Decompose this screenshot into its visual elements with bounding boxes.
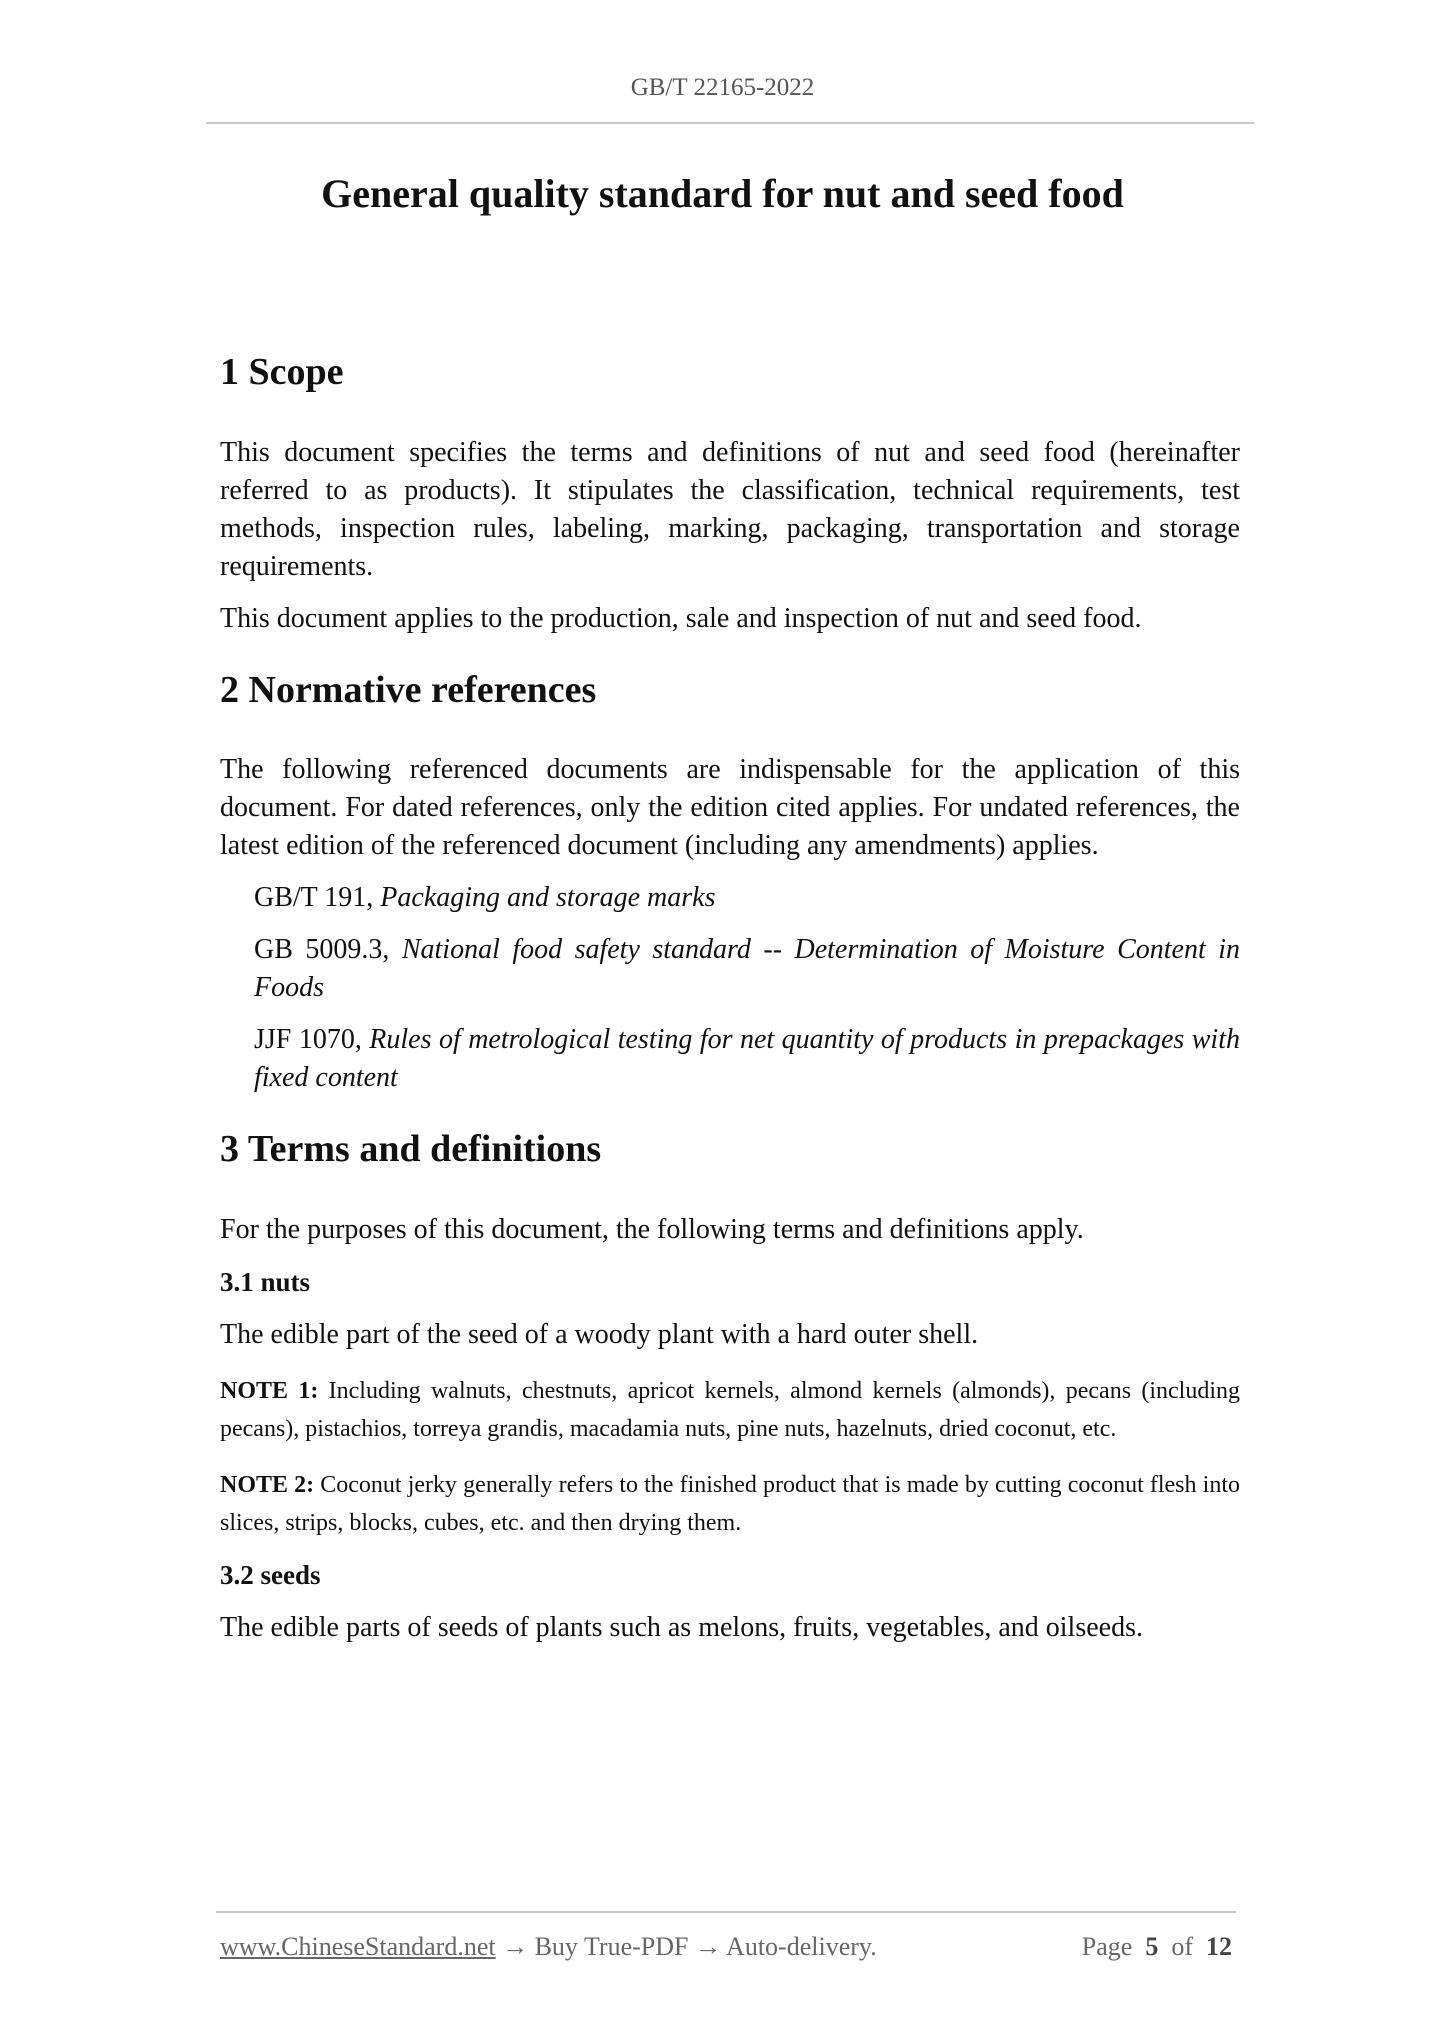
note-text: Including walnuts, chestnuts, apricot kernels, almond kernels (almonds), pecans (including pecans), pistachios, torreya grandis, macadamia nuts, pine nuts, hazelnuts, dried coconut, etc. — [220, 1377, 1241, 1442]
website-link[interactable]: www.ChineseStandard.net — [220, 1932, 496, 1961]
note-text: Coconut jerky generally refers to the finished product that is made by cutting coconut flesh into slices, strips, blocks, cubes, etc. and then drying them. — [220, 1471, 1240, 1536]
term-definition-nuts: The edible part of the seed of a woody plant with a hard outer shell. — [220, 1318, 979, 1350]
footer-promo-text: → Buy True-PDF → Auto-delivery. — [495, 1932, 877, 1961]
footer-divider — [216, 1911, 1236, 1913]
reference-item — [254, 931, 1240, 1007]
section-heading-normative-references: 2 Normative references — [220, 668, 597, 711]
document-code-header: GB/T 22165-2022 — [630, 74, 815, 101]
note-2 — [220, 1466, 1240, 1542]
document-body — [220, 350, 1240, 1647]
section-heading-terms: 3 Terms and definitions — [220, 1128, 602, 1171]
of-label: of — [1171, 1932, 1193, 1961]
reference-title: Packaging and storage marks — [380, 882, 716, 914]
term-heading-seeds: 3.2 seeds — [220, 1559, 321, 1590]
reference-title: Rules of metrological testing for net quantity of products in prepackages with fixed content — [254, 1024, 1240, 1094]
section-heading-scope: 1 Scope — [220, 351, 344, 393]
term-definition-seeds: The edible parts of seeds of plants such as melons, fruits, vegetables, and oilseeds. — [220, 1611, 1143, 1643]
scope-paragraph-2: This document applies to the production, sale and inspection of nut and seed food. — [220, 602, 1142, 634]
reference-code: JJF 1070, — [254, 1024, 370, 1056]
page-label: Page — [1081, 1932, 1133, 1961]
note-label: NOTE 2: — [220, 1471, 315, 1498]
reference-item — [254, 1021, 1240, 1097]
note-label: NOTE 1: — [220, 1377, 319, 1404]
page-total: 12 — [1206, 1932, 1232, 1961]
document-title: General quality standard for nut and seed food — [321, 171, 1124, 216]
page-indicator — [1082, 1932, 1232, 1962]
header-divider — [206, 122, 1254, 124]
reference-code: GB/T 191, — [254, 882, 381, 914]
terms-paragraph: For the purposes of this document, the following terms and definitions apply. — [220, 1213, 1084, 1245]
term-heading-nuts: 3.1 nuts — [220, 1266, 311, 1297]
reference-code: GB 5009.3, — [254, 934, 402, 966]
reference-title: National food safety standard -- Determination of Moisture Content in Foods — [254, 934, 1240, 1004]
normative-paragraph: The following referenced documents are indispensable for the application of this document. For dated references, only the edition cited applies. For undated references, the latest edition of the referenced document (including any amendments) applies. — [220, 754, 1240, 862]
note-1 — [220, 1372, 1240, 1448]
footer-promo — [220, 1932, 877, 1962]
reference-item — [254, 879, 1240, 917]
page-number: 5 — [1145, 1932, 1159, 1961]
scope-paragraph-1: This document specifies the terms and definitions of nut and seed food (hereinafter referred to as products). It stipulates the classification, technical requirements, test methods, inspection rules, labeling, marking, packaging, transportation and storage requirements. — [220, 436, 1240, 582]
